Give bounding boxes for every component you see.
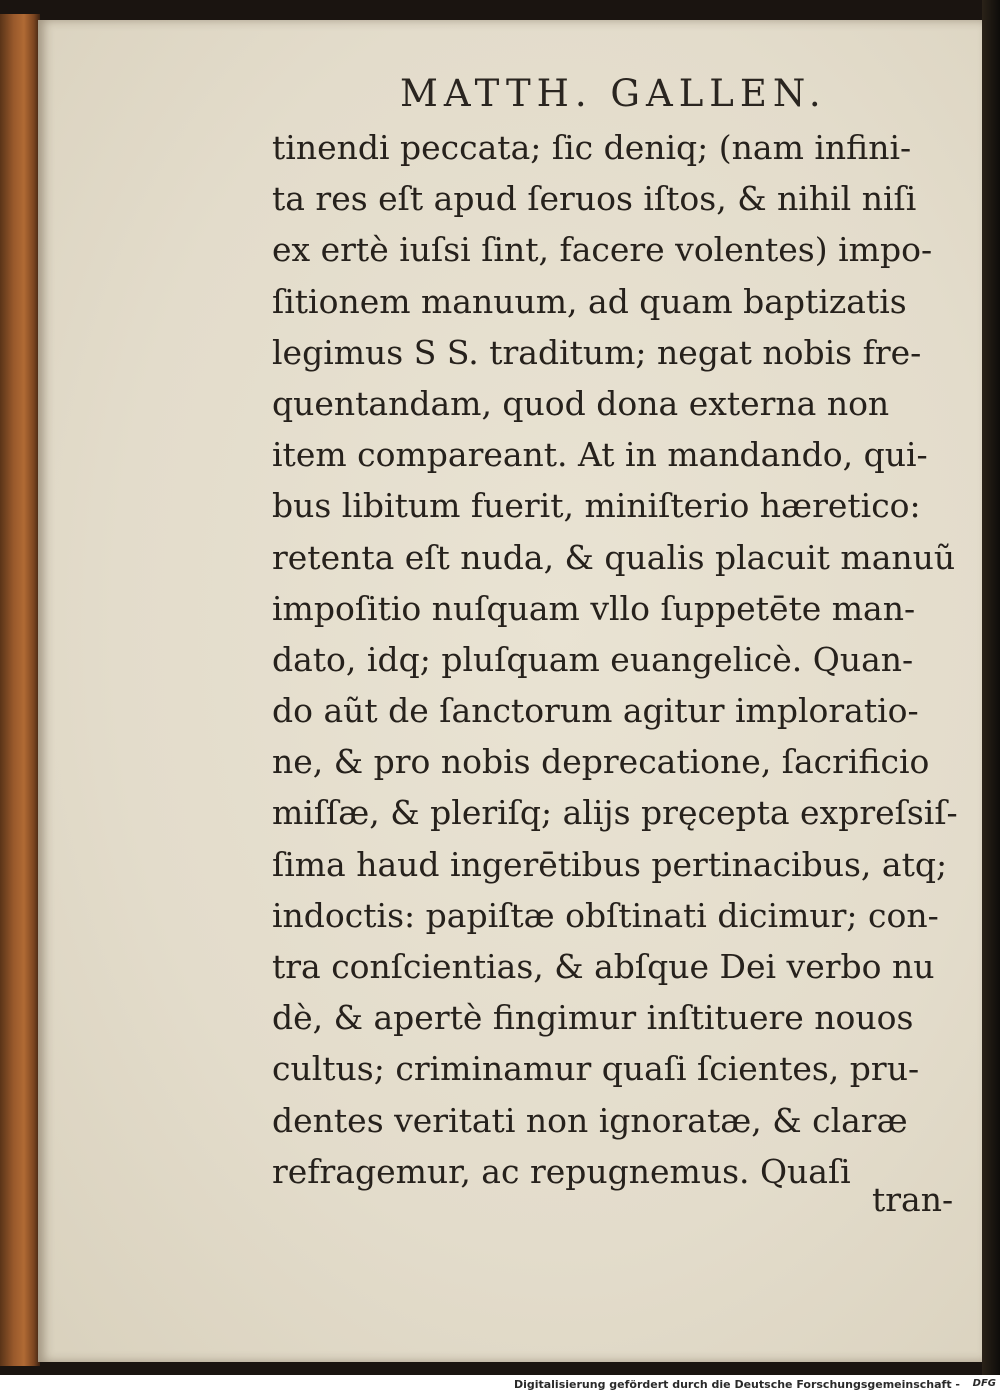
text-line: cultus; criminamur quaſi ſcientes, pru- — [272, 1049, 920, 1089]
text-line: tinendi peccata; ſic deniq; (nam infini- — [272, 128, 912, 167]
text-line: ne, & pro nobis deprecatione, ſacrificio — [272, 742, 930, 782]
text-line: tra conſcientias, & abſque Dei verbo nu — [272, 947, 935, 986]
text-line: dè, & apertè fingimur inſtituere nouos — [272, 998, 914, 1038]
book-edge — [0, 14, 40, 1366]
text-line: legimus S S. traditum; negat nobis fre- — [272, 332, 922, 372]
text-line: indoctis: papiſtæ obſtinati dicimur; con- — [272, 895, 939, 935]
footer-bar — [0, 1375, 1000, 1395]
right-shadow-strip — [982, 0, 1000, 1375]
text-line: retenta eſt nuda, & qualis placuit manuũ — [272, 537, 956, 577]
text-line: impoſitio nuſquam vllo ſuppetēte man- — [272, 588, 916, 628]
catchword: tran- — [872, 1180, 954, 1219]
text-line: quentandam, quod dona externa non — [272, 383, 890, 423]
dfg-logo-icon: DFG — [972, 1378, 996, 1389]
funding-notice: Digitalisierung gefördert durch die Deutsche Forschungsgemeinschaft - — [513, 1378, 960, 1391]
text-line: miſſæ, & pleriſq; alijs pręcepta expreſsiſ- — [272, 793, 958, 833]
text-line: ex ertè iuſsi ſint, facere volentes) impo- — [272, 230, 933, 270]
text-line: dentes veritati non ignoratæ, & claræ — [272, 1100, 908, 1140]
text-line: refragemur, ac repugnemus. Quaſi — [272, 1151, 851, 1191]
body-text — [272, 122, 972, 1197]
running-head: MATTH. GALLEN. — [400, 72, 827, 115]
text-line: dato, idq; pluſquam euangelicè. Quan- — [272, 639, 914, 679]
text-line: item compareant. At in mandando, qui- — [272, 435, 928, 475]
text-line: bus libitum fuerit, miniſterio hæretico: — [272, 486, 921, 526]
text-line: do aũt de ſanctorum agitur imploratio- — [272, 691, 919, 731]
text-line: ſitionem manuum, ad quam baptizatis — [272, 281, 907, 321]
text-line: ta res eſt apud ſeruos iſtos, & nihil niſi — [272, 179, 917, 219]
text-line: ſima haud ingerētibus pertinacibus, atq; — [272, 844, 948, 884]
